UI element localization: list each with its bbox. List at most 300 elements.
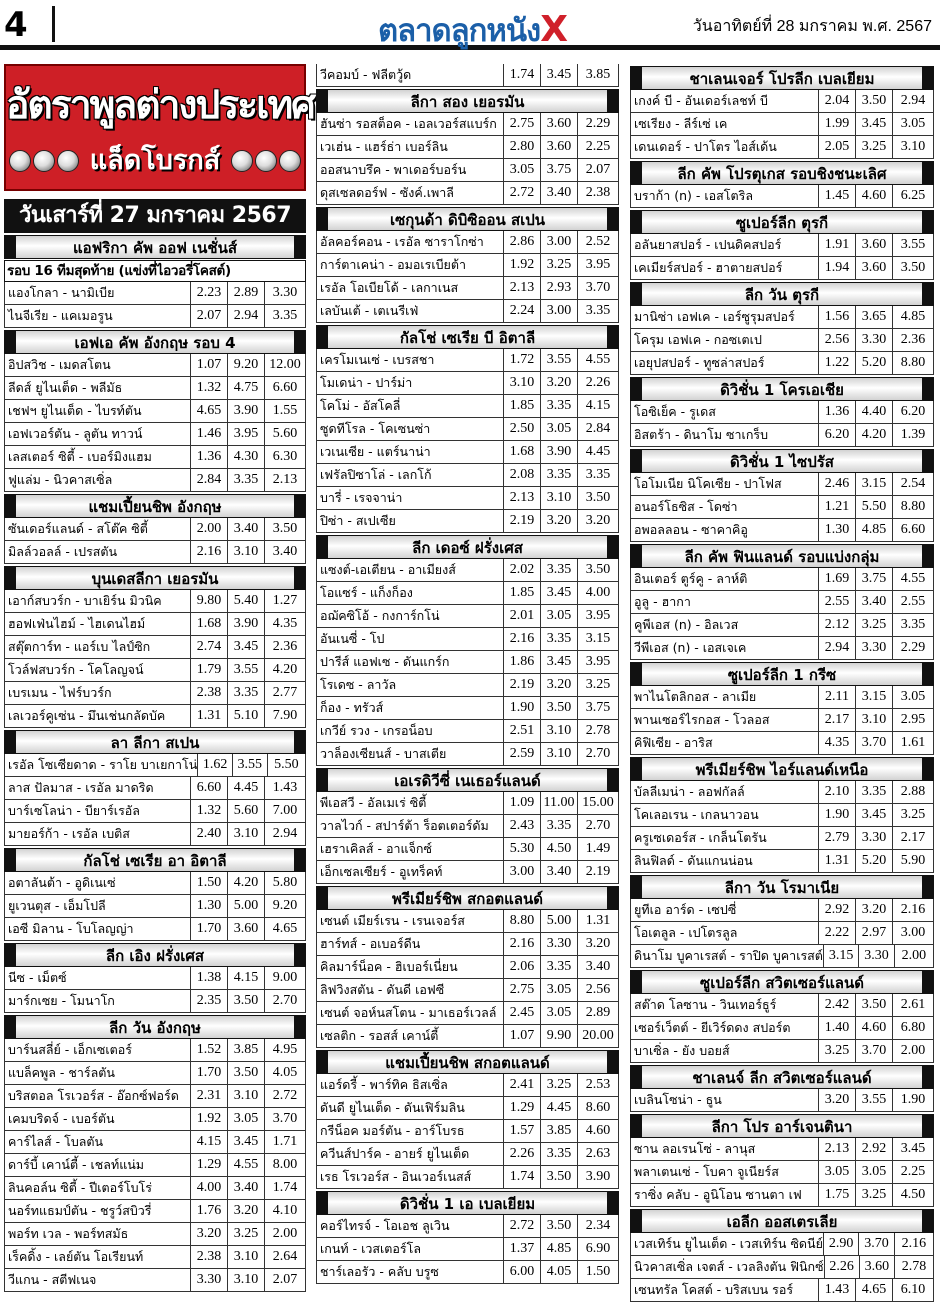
match-teams: พีเอสวี - อัลเมเร่ ซิตี้ bbox=[317, 792, 504, 814]
away-win-odds: 2.89 bbox=[585, 1005, 611, 1020]
draw-odds: 3.10 bbox=[541, 720, 578, 742]
match-teams: คิลมาร์น็อค - ฮิเบอร์เนี่ยน bbox=[317, 956, 504, 978]
draw-odds: 5.50 bbox=[856, 496, 893, 518]
match-row bbox=[4, 682, 306, 705]
match-row bbox=[4, 1223, 306, 1246]
home-win-odds: 2.84 bbox=[191, 469, 228, 491]
away-win-odds: 6.60 bbox=[272, 380, 298, 395]
draw-odds: 4.60 bbox=[856, 1017, 893, 1039]
home-win-odds: 3.15 bbox=[824, 945, 859, 967]
match-row bbox=[4, 705, 306, 728]
away-win-odds: 3.45 bbox=[900, 1141, 926, 1156]
match-teams: เบลินโซน่า - ธูน bbox=[631, 1089, 819, 1111]
match-teams: บัลลีเมน่า - ลอฟกัลล์ bbox=[631, 781, 819, 803]
away-win-odds: 2.16 bbox=[900, 902, 926, 917]
match-row bbox=[316, 254, 619, 277]
draw-odds: 3.60 bbox=[541, 113, 578, 135]
home-win-odds: 2.12 bbox=[819, 614, 856, 636]
away-win-odds: 2.53 bbox=[585, 1077, 611, 1092]
draw-odds: 3.25 bbox=[856, 614, 893, 636]
home-win-odds: 1.57 bbox=[504, 1120, 541, 1142]
match-teams: เร็คดิ้ง - เลย์ตัน โอเรียนท์ bbox=[5, 1246, 191, 1268]
match-teams: เวเนเซีย - แตร์นาน่า bbox=[317, 441, 504, 463]
away-win-odds: 4.15 bbox=[585, 398, 611, 413]
match-teams: ลีดส์ ยูไนเต็ด - พลีมัธ bbox=[5, 377, 191, 399]
draw-odds: 3.15 bbox=[856, 473, 893, 495]
match-row bbox=[630, 614, 934, 637]
home-win-odds: 2.10 bbox=[819, 781, 856, 803]
draw-odds: 3.20 bbox=[228, 1200, 265, 1222]
home-win-odds: 3.00 bbox=[504, 861, 541, 883]
draw-odds: 4.45 bbox=[228, 777, 265, 799]
away-win-odds: 6.20 bbox=[900, 404, 926, 419]
home-win-odds: 4.00 bbox=[191, 1177, 228, 1199]
draw-odds: 3.05 bbox=[541, 979, 578, 1001]
draw-odds: 3.95 bbox=[228, 423, 265, 445]
draw-odds: 3.75 bbox=[541, 159, 578, 181]
away-win-odds: 1.31 bbox=[585, 913, 611, 928]
match-teams: โอแซร์ - แก็งก็อง bbox=[317, 582, 504, 604]
league-header: แอฟริกา คัพ ออฟ เนชั่นส์ bbox=[4, 235, 306, 259]
away-win-odds: 6.10 bbox=[900, 1282, 926, 1297]
home-win-odds: 1.37 bbox=[504, 1238, 541, 1260]
home-win-odds: 1.40 bbox=[819, 1017, 856, 1039]
match-teams: อินเตอร์ ตูร์คู - ลาห์ติ bbox=[631, 568, 819, 590]
away-win-odds: 2.56 bbox=[585, 982, 611, 997]
league-header: ลา ลีกา สเปน bbox=[4, 730, 306, 754]
match-teams: เลเวอร์คูเซ่น - มึนเช่นกลัดบัค bbox=[5, 705, 191, 727]
match-teams: อูลู - ฮากา bbox=[631, 591, 819, 613]
match-row bbox=[316, 1097, 619, 1120]
away-win-odds: 8.00 bbox=[272, 1157, 298, 1172]
draw-odds: 3.90 bbox=[541, 441, 578, 463]
bookmaker-name: แล็ดโบรกส์ bbox=[89, 145, 221, 176]
match-teams: พอร์ท เวล - พอร์ทสมัธ bbox=[5, 1223, 191, 1245]
match-teams: บาเซิ่ล - ยัง บอยส์ bbox=[631, 1040, 819, 1062]
away-win-odds: 5.80 bbox=[272, 875, 298, 890]
away-win-odds: 2.94 bbox=[900, 93, 926, 108]
draw-odds: 3.10 bbox=[228, 541, 265, 563]
home-win-odds: 1.68 bbox=[191, 613, 228, 635]
match-row bbox=[4, 469, 306, 492]
match-row bbox=[4, 282, 306, 305]
draw-odds: 3.50 bbox=[228, 1062, 265, 1084]
away-win-odds: 8.80 bbox=[900, 499, 926, 514]
draw-odds: 3.45 bbox=[541, 64, 578, 86]
match-row bbox=[316, 1261, 619, 1284]
match-row bbox=[316, 559, 619, 582]
draw-odds: 4.20 bbox=[856, 424, 893, 446]
match-row bbox=[630, 234, 934, 257]
away-win-odds: 3.00 bbox=[900, 925, 926, 940]
match-row bbox=[630, 1256, 934, 1279]
draw-odds: 3.05 bbox=[856, 1161, 893, 1183]
match-row bbox=[630, 1233, 934, 1256]
match-row bbox=[630, 1017, 934, 1040]
home-win-odds: 2.04 bbox=[819, 90, 856, 112]
draw-odds: 3.25 bbox=[856, 1184, 893, 1206]
home-win-odds: 2.00 bbox=[191, 518, 228, 540]
match-teams: เรอัล โซเซียดาด - ราโย บาเยกาโน่ bbox=[5, 754, 198, 776]
day-header: วันเสาร์ที่ 27 มกราคม 2567 bbox=[4, 199, 306, 233]
away-win-odds: 2.36 bbox=[900, 332, 926, 347]
home-win-odds: 4.15 bbox=[191, 1131, 228, 1153]
home-win-odds: 2.06 bbox=[504, 956, 541, 978]
match-teams: อพอลลอน - ซาคาคิอู bbox=[631, 519, 819, 541]
home-win-odds: 2.90 bbox=[824, 1233, 859, 1255]
promo-subtitle bbox=[6, 138, 304, 181]
away-win-odds: 15.00 bbox=[582, 795, 614, 810]
home-win-odds: 5.30 bbox=[504, 838, 541, 860]
draw-odds: 3.25 bbox=[541, 1074, 578, 1096]
draw-odds: 3.35 bbox=[541, 956, 578, 978]
match-teams: ยูทีเอ อาร์ด - เซปซี่ bbox=[631, 899, 819, 921]
match-row bbox=[630, 473, 934, 496]
draw-odds: 3.10 bbox=[228, 1246, 265, 1268]
match-teams: อลันยาสปอร์ - เปนดิคสปอร์ bbox=[631, 234, 819, 256]
home-win-odds: 1.91 bbox=[819, 234, 856, 256]
match-row bbox=[630, 306, 934, 329]
match-teams: สตุ๊ตการ์ท - แอร์เบ ไลป์ซิก bbox=[5, 636, 191, 658]
home-win-odds: 2.16 bbox=[191, 541, 228, 563]
home-win-odds: 2.38 bbox=[191, 682, 228, 704]
away-win-odds: 2.00 bbox=[900, 1043, 926, 1058]
draw-odds: 4.40 bbox=[856, 401, 893, 423]
home-win-odds: 2.23 bbox=[191, 282, 228, 304]
away-win-odds: 4.55 bbox=[585, 352, 611, 367]
away-win-odds: 2.16 bbox=[901, 1236, 927, 1251]
home-win-odds: 1.07 bbox=[191, 354, 228, 376]
draw-odds: 3.25 bbox=[228, 1223, 265, 1245]
match-row bbox=[4, 636, 306, 659]
league-header: เซกุนด้า ดิบิซิออน สเปน bbox=[316, 207, 619, 231]
home-win-odds: 2.72 bbox=[504, 1215, 541, 1237]
away-win-odds: 1.55 bbox=[272, 403, 298, 418]
match-teams: สต๊าด โลซาน - วินเทอร์ธูร์ bbox=[631, 994, 819, 1016]
home-win-odds: 1.94 bbox=[819, 257, 856, 279]
match-row bbox=[4, 446, 306, 469]
draw-odds: 3.50 bbox=[541, 1215, 578, 1237]
match-teams: เอซี มิลาน - โบโลญญ่า bbox=[5, 918, 191, 940]
home-win-odds: 3.20 bbox=[191, 1223, 228, 1245]
league-header: ลีก เดอซ์ ฝรั่งเศส bbox=[316, 535, 619, 559]
column-2 bbox=[316, 64, 619, 1284]
away-win-odds: 1.74 bbox=[272, 1180, 298, 1195]
match-teams: พาไนโตลิกอส - ลาเมีย bbox=[631, 686, 819, 708]
match-teams: เชฟฯ ยูไนเต็ด - ไบรท์ตัน bbox=[5, 400, 191, 422]
match-teams: แอร์ดรี้ - พาร์ทิค ธิสเซิ่ล bbox=[317, 1074, 504, 1096]
match-teams: เวสเทิร์น ยูไนเต็ด - เวสเทิร์น ซิดนีย์ bbox=[631, 1233, 824, 1255]
match-row bbox=[630, 1161, 934, 1184]
draw-odds: 4.45 bbox=[541, 1097, 578, 1119]
away-win-odds: 3.50 bbox=[900, 260, 926, 275]
home-win-odds: 6.20 bbox=[819, 424, 856, 446]
match-teams: เฮราเคิลส์ - อาแจ็กซ์ bbox=[317, 838, 504, 860]
match-teams: บาร์เซโลน่า - บียาร์เรอัล bbox=[5, 800, 191, 822]
match-row bbox=[316, 1002, 619, 1025]
match-row bbox=[630, 90, 934, 113]
home-win-odds: 1.62 bbox=[198, 754, 233, 776]
draw-odds: 3.40 bbox=[228, 1177, 265, 1199]
draw-odds: 3.55 bbox=[541, 349, 578, 371]
away-win-odds: 2.84 bbox=[585, 421, 611, 436]
match-teams: ฮาร์ทส์ - อเบอร์ดีน bbox=[317, 933, 504, 955]
league-header: พรีเมียร์ชิพ สกอตแลนด์ bbox=[316, 886, 619, 910]
away-win-odds: 2.77 bbox=[272, 685, 298, 700]
league-header: ลีก วัน อังกฤษ bbox=[4, 1015, 306, 1039]
away-win-odds: 8.60 bbox=[585, 1100, 611, 1115]
match-teams: มายอร์ก้า - เรอัล เบติส bbox=[5, 823, 191, 845]
away-win-odds: 4.35 bbox=[272, 616, 298, 631]
match-teams: อัลคอร์คอน - เรอัล ซาราโกซ่า bbox=[317, 231, 504, 253]
draw-odds: 3.10 bbox=[228, 823, 265, 845]
match-teams: ลินฟิลด์ - ดันแกนน่อน bbox=[631, 850, 819, 872]
draw-odds: 3.85 bbox=[541, 1120, 578, 1142]
match-row bbox=[4, 1108, 306, 1131]
match-teams: เครโมเนเซ่ - เบรสชา bbox=[317, 349, 504, 371]
away-win-odds: 2.95 bbox=[900, 712, 926, 727]
match-row bbox=[630, 732, 934, 755]
away-win-odds: 3.35 bbox=[900, 617, 926, 632]
league-header: แชมเปี้ยนชิพ อังกฤษ bbox=[4, 494, 306, 518]
draw-odds: 3.00 bbox=[541, 231, 578, 253]
league-header: ชาเลนจ์ ลีก สวิตเซอร์แลนด์ bbox=[630, 1065, 934, 1089]
match-teams: ราซิ่ง คลับ - อูนิโอน ซานตา เฟ bbox=[631, 1184, 819, 1206]
match-teams: เลบันเต้ - เตเนรีเฟ่ bbox=[317, 300, 504, 322]
home-win-odds: 2.35 bbox=[191, 990, 228, 1012]
home-win-odds: 1.36 bbox=[819, 401, 856, 423]
draw-odds: 2.97 bbox=[856, 922, 893, 944]
home-win-odds: 1.75 bbox=[819, 1184, 856, 1206]
match-row bbox=[316, 487, 619, 510]
promo-banner bbox=[4, 64, 314, 191]
match-row bbox=[630, 781, 934, 804]
home-win-odds: 1.30 bbox=[819, 519, 856, 541]
publication-date: วันอาทิตย์ที่ 28 มกราคม พ.ศ. 2567 bbox=[692, 18, 932, 35]
home-win-odds: 1.36 bbox=[191, 446, 228, 468]
draw-odds: 3.50 bbox=[541, 1166, 578, 1188]
draw-odds: 3.20 bbox=[541, 372, 578, 394]
match-row bbox=[630, 1040, 934, 1063]
match-row bbox=[316, 441, 619, 464]
match-row bbox=[316, 372, 619, 395]
home-win-odds: 2.17 bbox=[819, 709, 856, 731]
match-row bbox=[630, 257, 934, 280]
league-header: ลีก คัพ ฟินแลนด์ รอบแบ่งกลุ่ม bbox=[630, 544, 934, 568]
match-teams: ก็อง - ทรัวส์ bbox=[317, 697, 504, 719]
away-win-odds: 6.25 bbox=[900, 188, 926, 203]
match-teams: ออสนาบรึค - พาเดอร์บอร์น bbox=[317, 159, 504, 181]
match-row bbox=[4, 1039, 306, 1062]
away-win-odds: 5.90 bbox=[900, 853, 926, 868]
draw-odds: 4.85 bbox=[856, 519, 893, 541]
home-win-odds: 1.92 bbox=[191, 1108, 228, 1130]
match-teams: เซอร์เว็ตต์ - ยีเวิร์ดดง สปอร์ต bbox=[631, 1017, 819, 1039]
match-teams: บราก้า (n) - เอสโตริล bbox=[631, 185, 819, 207]
home-win-odds: 2.26 bbox=[825, 1256, 860, 1278]
away-win-odds: 2.00 bbox=[901, 948, 927, 963]
away-win-odds: 3.35 bbox=[585, 467, 611, 482]
away-win-odds: 3.40 bbox=[585, 959, 611, 974]
match-row bbox=[316, 1025, 619, 1048]
draw-odds: 3.35 bbox=[541, 395, 578, 417]
home-win-odds: 3.05 bbox=[819, 1161, 856, 1183]
home-win-odds: 2.59 bbox=[504, 743, 541, 765]
draw-odds: 3.35 bbox=[541, 464, 578, 486]
match-teams: นิวคาสเซิ่ล เจตส์ - เวลลิงตัน ฟินิกซ์ bbox=[631, 1256, 825, 1278]
away-win-odds: 4.65 bbox=[272, 921, 298, 936]
home-win-odds: 1.07 bbox=[504, 1025, 541, 1047]
home-win-odds: 2.07 bbox=[191, 305, 228, 327]
draw-odds: 3.20 bbox=[541, 674, 578, 696]
match-row bbox=[316, 1120, 619, 1143]
away-win-odds: 1.39 bbox=[900, 427, 926, 442]
away-win-odds: 3.35 bbox=[585, 303, 611, 318]
league-header: ลีกา วัน โรมาเนีย bbox=[630, 875, 934, 899]
away-win-odds: 2.78 bbox=[585, 723, 611, 738]
match-row bbox=[4, 400, 306, 423]
match-row bbox=[630, 401, 934, 424]
away-win-odds: 2.64 bbox=[272, 1249, 298, 1264]
match-row bbox=[4, 613, 306, 636]
match-teams: เคมบริดจ์ - เบอร์ตัน bbox=[5, 1108, 191, 1130]
league-header: ลีก เอิง ฝรั่งเศส bbox=[4, 943, 306, 967]
draw-odds: 3.45 bbox=[228, 636, 265, 658]
home-win-odds: 1.85 bbox=[504, 582, 541, 604]
home-win-odds: 2.31 bbox=[191, 1085, 228, 1107]
match-teams: ฟูแล่ม - นิวคาสเซิ่ล bbox=[5, 469, 191, 491]
draw-odds: 3.70 bbox=[856, 1040, 893, 1062]
match-teams: เบรเมน - ไฟร์บวร์ก bbox=[5, 682, 191, 704]
draw-odds: 3.30 bbox=[856, 827, 893, 849]
odds-sections bbox=[316, 64, 619, 1284]
masthead bbox=[0, 0, 940, 50]
home-win-odds: 2.13 bbox=[819, 1138, 856, 1160]
home-win-odds: 1.72 bbox=[504, 349, 541, 371]
away-win-odds: 2.94 bbox=[272, 826, 298, 841]
draw-odds: 3.30 bbox=[859, 945, 894, 967]
draw-odds: 3.55 bbox=[228, 659, 265, 681]
draw-odds: 3.60 bbox=[860, 1256, 895, 1278]
match-row bbox=[316, 720, 619, 743]
match-row bbox=[316, 395, 619, 418]
match-row bbox=[4, 1269, 306, 1292]
home-win-odds: 2.40 bbox=[191, 823, 228, 845]
home-win-odds: 1.30 bbox=[191, 895, 228, 917]
match-teams: วาล็องเซียนส์ - บาสเตีย bbox=[317, 743, 504, 765]
home-win-odds: 2.75 bbox=[504, 113, 541, 135]
away-win-odds: 2.70 bbox=[585, 746, 611, 761]
home-win-odds: 1.45 bbox=[819, 185, 856, 207]
draw-odds: 3.20 bbox=[541, 510, 578, 532]
match-row bbox=[4, 518, 306, 541]
match-teams: อันเนซี่ - โป bbox=[317, 628, 504, 650]
away-win-odds: 3.15 bbox=[585, 631, 611, 646]
away-win-odds: 1.90 bbox=[900, 1092, 926, 1107]
home-win-odds: 8.80 bbox=[504, 910, 541, 932]
home-win-odds: 2.16 bbox=[504, 628, 541, 650]
match-row bbox=[630, 804, 934, 827]
match-teams: ฮอฟเฟ่นไฮม์ - ไฮเดนไฮม์ bbox=[5, 613, 191, 635]
match-row bbox=[630, 424, 934, 447]
away-win-odds: 2.88 bbox=[900, 784, 926, 799]
home-win-odds: 2.16 bbox=[504, 933, 541, 955]
away-win-odds: 7.90 bbox=[272, 708, 298, 723]
away-win-odds: 2.00 bbox=[272, 1226, 298, 1241]
away-win-odds: 2.25 bbox=[585, 139, 611, 154]
match-teams: ครูเซเดอร์ส - เกล็นโตรัน bbox=[631, 827, 819, 849]
home-win-odds: 1.79 bbox=[191, 659, 228, 681]
football-icon bbox=[9, 150, 31, 172]
home-win-odds: 1.09 bbox=[504, 792, 541, 814]
away-win-odds: 1.50 bbox=[585, 1264, 611, 1279]
draw-odds: 3.10 bbox=[541, 487, 578, 509]
match-row bbox=[316, 182, 619, 205]
match-row bbox=[316, 136, 619, 159]
home-win-odds: 3.25 bbox=[819, 1040, 856, 1062]
home-win-odds: 2.55 bbox=[819, 591, 856, 613]
match-row bbox=[4, 541, 306, 564]
home-win-odds: 1.29 bbox=[504, 1097, 541, 1119]
match-teams: วาลไวก์ - สปาร์ต้า ร็อตเตอร์ดัม bbox=[317, 815, 504, 837]
home-win-odds: 1.85 bbox=[504, 395, 541, 417]
draw-odds: 3.35 bbox=[228, 469, 265, 491]
match-teams: ซูดทีโรล - โคเซนซ่า bbox=[317, 418, 504, 440]
match-row bbox=[316, 418, 619, 441]
match-teams: เซนต์ จอห์นสโตน - มาเธอร์เวลล์ bbox=[317, 1002, 504, 1024]
draw-odds: 5.10 bbox=[228, 705, 265, 727]
home-win-odds: 2.45 bbox=[504, 1002, 541, 1024]
match-row bbox=[630, 496, 934, 519]
match-row bbox=[630, 922, 934, 945]
brand-logo bbox=[378, 5, 567, 55]
away-win-odds: 2.70 bbox=[585, 818, 611, 833]
match-teams: มิลล์วอลล์ - เปรสตัน bbox=[5, 541, 191, 563]
draw-odds: 3.60 bbox=[856, 234, 893, 256]
match-teams: ดันดี ยูไนเต็ด - ดันเฟิร์มลิน bbox=[317, 1097, 504, 1119]
home-win-odds: 1.32 bbox=[191, 800, 228, 822]
home-win-odds: 4.65 bbox=[191, 400, 228, 422]
away-win-odds: 2.29 bbox=[900, 640, 926, 655]
home-win-odds: 2.94 bbox=[819, 637, 856, 659]
match-teams: นอร์ทแธมป์ตัน - ชรูว์สบิวรี่ bbox=[5, 1200, 191, 1222]
match-row bbox=[630, 945, 934, 968]
away-win-odds: 2.70 bbox=[272, 993, 298, 1008]
away-win-odds: 20.00 bbox=[582, 1028, 614, 1043]
away-win-odds: 3.35 bbox=[272, 308, 298, 323]
match-row bbox=[630, 994, 934, 1017]
match-teams: โคเลอเรน - เกลนาวอน bbox=[631, 804, 819, 826]
column-3 bbox=[630, 64, 934, 1302]
match-teams: คอร์ไทรจ์ - โอเอช ลูเวิน bbox=[317, 1215, 504, 1237]
away-win-odds: 2.63 bbox=[585, 1146, 611, 1161]
away-win-odds: 2.26 bbox=[585, 375, 611, 390]
match-teams: ดาร์บี้ เคาน์ตี้ - เชลท์แน่ม bbox=[5, 1154, 191, 1176]
match-row bbox=[630, 352, 934, 375]
league-header: ลีกา สอง เยอรมัน bbox=[316, 89, 619, 113]
match-teams: ไนจีเรีย - แคเมอรูน bbox=[5, 305, 191, 327]
match-row bbox=[316, 349, 619, 372]
home-win-odds: 1.74 bbox=[504, 1166, 541, 1188]
home-win-odds: 6.00 bbox=[504, 1261, 541, 1283]
match-teams: ลินคอล์น ซิตี้ - ปีเตอร์โบโร่ bbox=[5, 1177, 191, 1199]
away-win-odds: 6.30 bbox=[272, 449, 298, 464]
home-win-odds: 1.76 bbox=[191, 1200, 228, 1222]
page-number: 4 bbox=[4, 5, 28, 45]
match-row bbox=[630, 1138, 934, 1161]
away-win-odds: 3.25 bbox=[585, 677, 611, 692]
away-win-odds: 2.34 bbox=[585, 1218, 611, 1233]
